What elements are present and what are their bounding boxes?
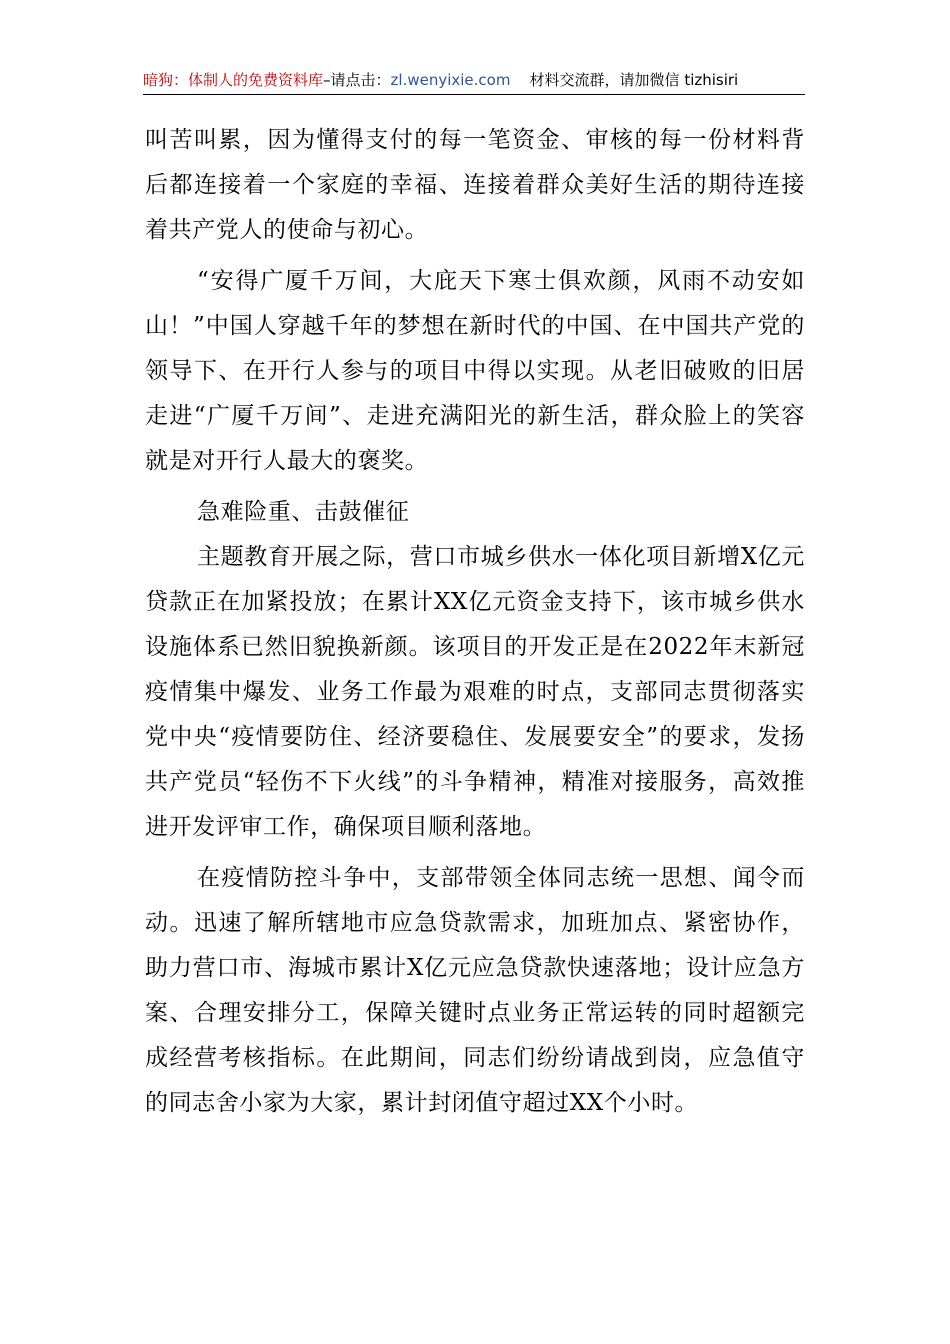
header-wechat-note: 材料交流群，请加微信 tizhisiri bbox=[529, 71, 739, 89]
header-click-prompt: –请点击： bbox=[323, 71, 391, 89]
header-site-label: 暗狗：体制人的免费资料库 bbox=[143, 71, 324, 89]
document-body bbox=[145, 118, 805, 1126]
paragraph-1: 叫苦叫累，因为懂得支付的每一笔资金、审核的每一份材料背后都连接着一个家庭的幸福、连接着群众美好生活的期待连接着共产党人的使命与初心。 bbox=[145, 127, 805, 243]
paragraph-4: 在疫情防控斗争中，支部带领全体同志统一思想、闻令而动。迅速了解所辖地市应急贷款需求，加班加点、紧密协作，助力营口市、海城市累计X亿元应急贷款快速落地；设计应急方案、合理安排分工，保障关键时点业务正常运转的同时超额完成经营考核指标。在此期间，同志们纷纷请战到岗，应急值守的同志舍小家为大家，累计封闭值守超过XX个小时。 bbox=[145, 865, 805, 1116]
paragraph-3: 主题教育开展之际，营口市城乡供水一体化项目新增X亿元贷款正在加紧投放；在累计XX亿元资金支持下，该市城乡供水设施体系已然旧貌换新颜。该项目的开发正是在2022年末新冠疫情集中爆发、业务工作最为艰难的时点，支部同志贯彻落实党中央“疫情要防住、经济要稳住、发展要安全”的要求，发扬共产党员“轻伤不下火线”的斗争精神，精准对接服务，高效推进开发评审工作，确保项目顺利落地。 bbox=[145, 544, 805, 840]
paragraph-2: “安得广厦千万间，大庇天下寒士俱欢颜，风雨不动安如山！”中国人穿越千年的梦想在新时代的中国、在中国共产党的领导下、在开行人参与的项目中得以实现。从老旧破败的旧居走进“广厦千万间”、走进充满阳光的新生活，群众脸上的笑容就是对开行人最大的褒奖。 bbox=[145, 268, 805, 474]
section-title: 急难险重、击鼓催征 bbox=[197, 499, 410, 525]
page-header bbox=[143, 66, 805, 95]
header-url-link[interactable]: zl.wenyixie.com bbox=[390, 71, 511, 89]
